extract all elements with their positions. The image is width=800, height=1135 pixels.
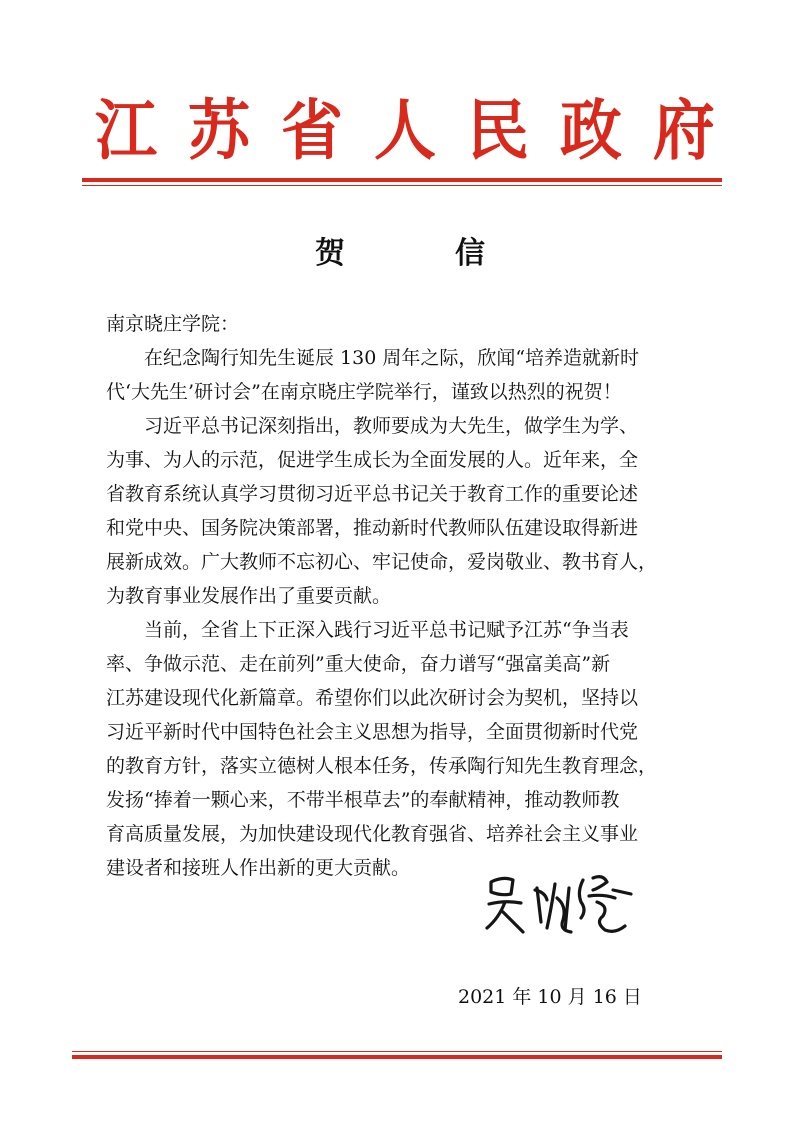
text-line: 江苏建设现代化新篇章。希望你们以此次研讨会为契机，坚持以 xyxy=(106,687,639,709)
paragraph-2 xyxy=(106,409,698,613)
letterhead-char: 民 xyxy=(466,92,529,169)
handwritten-signature xyxy=(485,870,635,940)
letterhead-divider-thin xyxy=(82,185,722,186)
text-line: 代‘大先生’研讨会”在南京晓庄学院举行，谨致以热烈的祝贺！ xyxy=(106,381,622,403)
letter-title: 贺 信 xyxy=(315,236,525,271)
letter-date: 2021 年 10 月 16 日 xyxy=(458,986,642,1008)
footer-divider-thin xyxy=(72,1051,722,1052)
letterhead-char: 江 xyxy=(95,92,158,169)
salutation: 南京晓庄学院： xyxy=(106,313,240,335)
text-line: 展新成效。广大教师不忘初心、牢记使命，爱岗敬业、教书育人， xyxy=(106,551,658,573)
paragraph-3 xyxy=(106,613,698,885)
text-line: 发扬“捧着一颗心来，不带半根草去”的奉献精神，推动教师教 xyxy=(106,789,620,811)
letterhead-char: 省 xyxy=(280,92,343,169)
text-line: 习近平新时代中国特色社会主义思想为指导，全面贯彻新时代党 xyxy=(106,721,639,743)
text-line: 当前，全省上下正深入践行习近平总书记赋予江苏“争当表 xyxy=(144,619,629,641)
text-line: 和党中央、国务院决策部署，推动新时代教师队伍建设取得新进 xyxy=(106,517,639,539)
text-line: 的教育方针，落实立德树人根本任务，传承陶行知先生教育理念， xyxy=(106,755,658,777)
letterhead-char: 苏 xyxy=(187,92,250,169)
text-line: 育高质量发展，为加快建设现代化教育强省、培养社会主义事业 xyxy=(106,823,639,845)
text-line: 省教育系统认真学习贯彻习近平总书记关于教育工作的重要论述 xyxy=(106,483,639,505)
footer-divider-thick xyxy=(72,1055,722,1059)
text-line: 率、争做示范、走在前列”重大使命，奋力谱写“强富美高”新 xyxy=(106,653,611,675)
letterhead-char: 人 xyxy=(373,92,436,169)
text-line: 建设者和接班人作出新的更大贡献。 xyxy=(106,857,411,879)
text-line: 为教育事业发展作出了重要贡献。 xyxy=(106,585,392,607)
letterhead-char: 府 xyxy=(652,92,715,169)
text-line: 习近平总书记深刻指出，教师要成为大先生，做学生为学、 xyxy=(144,415,639,437)
text-line: 为事、为人的示范，促进学生成长为全面发展的人。近年来，全 xyxy=(106,449,639,471)
paragraph-1 xyxy=(106,341,698,409)
text-line: 在纪念陶行知先生诞辰 130 周年之际，欣闻“培养造就新时 xyxy=(144,347,640,369)
letterhead-divider-thick xyxy=(82,178,722,182)
letterhead-char: 政 xyxy=(559,92,622,169)
letterhead xyxy=(95,92,715,170)
